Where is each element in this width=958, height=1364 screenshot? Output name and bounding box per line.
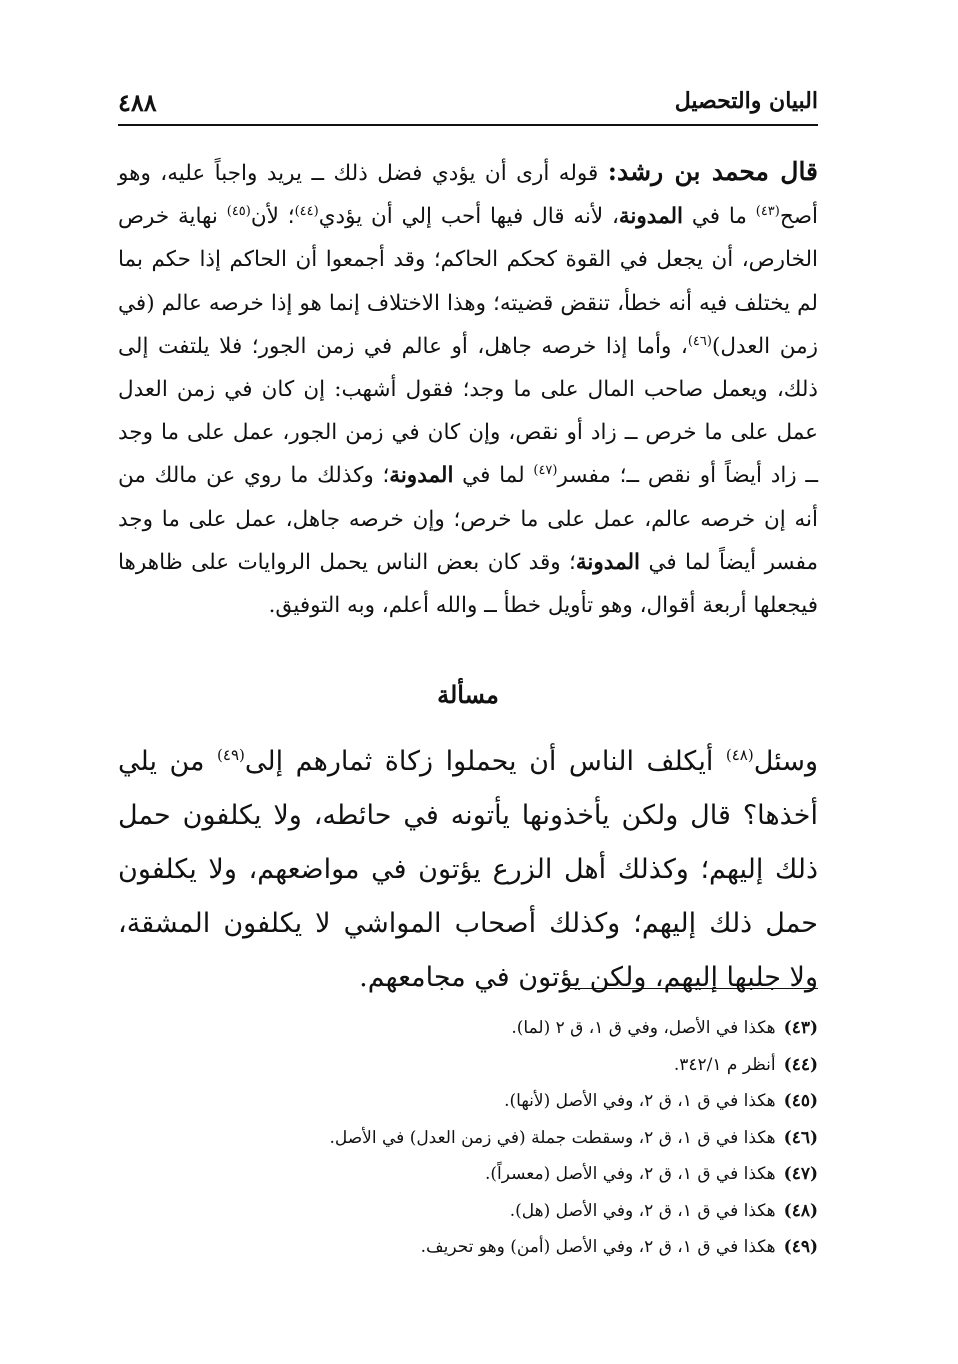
speaker-label: قال محمد بن رشد: xyxy=(607,157,819,186)
question-text-1: وسئل xyxy=(753,746,818,777)
question-text-2: أيكلف الناس أن يحملوا زكاة ثمارهم إلى xyxy=(244,746,726,777)
footnote-text: هكذا في ق ١، ق ٢، وفي الأصل (أمن) وهو تحريف. xyxy=(420,1237,776,1257)
book-title-mudawwana: المدونة xyxy=(575,549,641,575)
section-heading: مسألة xyxy=(437,680,499,709)
footnote-number: (٤٩) xyxy=(783,1237,818,1257)
commentary-text-1: قوله أرى أن يؤدي فضل ذلك ــ يريد واجباً عليه، وهو أصح xyxy=(118,161,818,230)
footnote-ref-48: (٤٨) xyxy=(725,746,754,764)
commentary-text-3: ، لأنه قال فيها أحب إلي أن يؤدي xyxy=(318,204,619,230)
footnote-ref-46: (٤٦) xyxy=(687,333,712,349)
running-title: البيان والتحصيل xyxy=(674,88,818,114)
footnote-number: (٤٣) xyxy=(783,1018,818,1038)
footnote-item xyxy=(118,1010,818,1047)
footnote-ref-43: (٤٣) xyxy=(755,204,780,220)
question-text-3: من يلي أخذها؟ قال ولكن يأخذونها يأتونه في حائطه، ولا يكلفون حمل ذلك إليهم؛ وكذلك أهل الزرع يؤتون في مواضعهم، ولا يكلفون حمل ذلك إليهم؛ وكذلك أصحاب المواشي لا يكلفون المشقة، ولا جلبها إليهم، ولكن يؤتون في مجامعهم. xyxy=(118,746,818,993)
page-number: ٤٨٨ xyxy=(118,88,157,117)
footnote-text: أنظر م ٣٤٢/١. xyxy=(673,1054,776,1075)
footnote-ref-49: (٤٩) xyxy=(217,746,245,764)
footnote-text: هكذا في ق ١، ق ٢، وسقطت جملة (في زمن العدل) في الأصل. xyxy=(329,1127,776,1148)
commentary-paragraph xyxy=(118,150,818,627)
footnote-text: هكذا في ق ١، ق ٢، وفي الأصل (لأنها). xyxy=(504,1091,776,1111)
footnote-number: (٤٦) xyxy=(783,1127,818,1148)
footnote-number: (٤٧) xyxy=(783,1164,818,1184)
page-header xyxy=(118,88,818,126)
footnote-ref-45: (٤٥) xyxy=(226,204,251,220)
commentary-text-8: ؛ وكذلك ما روي عن مالك من أنه إن خرصه عالم، عمل على ما خرص؛ وإن خرصه جاهل، عمل على ما وجد مفسر أيضاً لما في xyxy=(118,463,819,575)
footnote-item xyxy=(118,1047,818,1084)
footnote-text: هكذا في ق ١، ق ٢، وفي الأصل (معسراً). xyxy=(484,1164,776,1184)
footnote-number: (٤٨) xyxy=(783,1200,818,1221)
commentary-text-7: لما في xyxy=(453,463,534,489)
footnote-divider xyxy=(570,988,818,989)
footnote-item xyxy=(118,1229,818,1266)
footnote-text: هكذا في ق ١، ق ٢، وفي الأصل (هل). xyxy=(509,1200,776,1221)
footnote-item xyxy=(118,1120,818,1157)
footnotes-list xyxy=(118,1010,818,1266)
footnote-item xyxy=(118,1193,818,1230)
footnote-item xyxy=(118,1083,818,1120)
footnote-number: (٤٤) xyxy=(783,1054,818,1075)
question-paragraph xyxy=(118,735,818,1005)
book-title-mudawwana: المدونة xyxy=(389,463,454,489)
footnote-number: (٤٥) xyxy=(783,1091,818,1111)
commentary-text-2: ما في xyxy=(683,204,756,230)
footnote-text: هكذا في الأصل، وفي ق ١، ق ٢ (لما). xyxy=(511,1018,776,1038)
commentary-text-6: ، وأما إذا خرصه جاهل، أو عالم في زمن الجور؛ فلا يلتفت إلى ذلك، ويعمل صاحب المال على ما وجد؛ فقول أشهب: إن كان في زمن العدل عمل على ما خرص ــ زاد أو نقص، وإن كان في زمن الجور، عمل على ما وجد ــ زاد أيضاً أو نقص ــ؛ مفسر xyxy=(118,333,819,489)
footnote-item xyxy=(118,1156,818,1193)
commentary-text-5: نهاية خرص الخارص، أن يجعل في القوة كحكم الحاكم؛ وقد أجمعوا أن الحاكم إذا حكم بما لم يختلف فيه أنه خطأ، تنقض قضيته؛ وهذا الاختلاف إنما هو إذا خرصه عالم (في زمن العدل) xyxy=(118,204,818,359)
book-title-mudawwana: المدونة xyxy=(618,204,684,230)
footnote-ref-47: (٤٧) xyxy=(533,463,558,479)
commentary-text-9: ؛ وقد كان بعض الناس يحمل الروايات على ظاهرها فيجعلها أربعة أقوال، وهو تأويل خطأ ــ والله أعلم، وبه التوفيق. xyxy=(118,549,818,619)
footnote-ref-44: (٤٤) xyxy=(294,204,319,220)
commentary-text-4: ؛ لأن xyxy=(250,204,295,230)
